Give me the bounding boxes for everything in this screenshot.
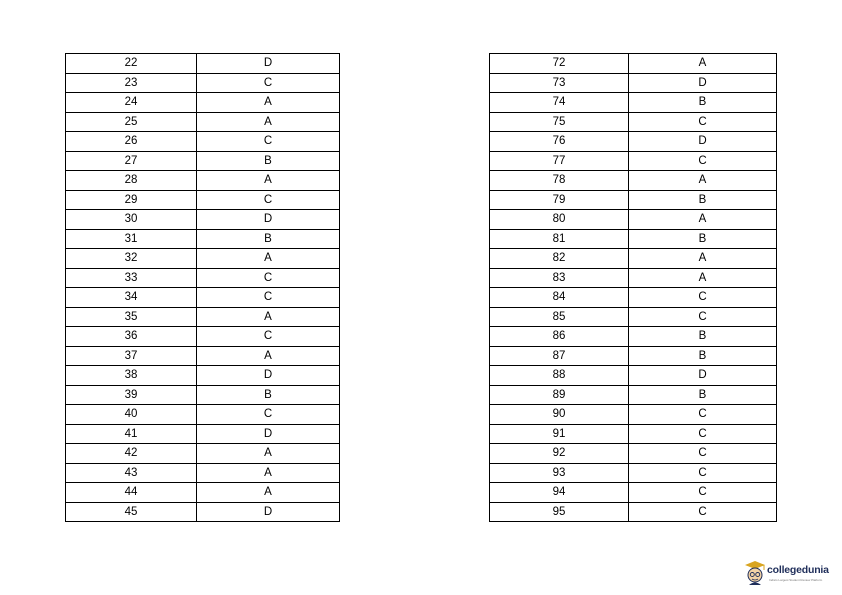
- question-number-cell: 95: [490, 502, 629, 522]
- table-row: [490, 405, 777, 425]
- answer-key-body-right: [490, 54, 777, 522]
- answer-cell: D: [197, 54, 340, 74]
- logo-tagline: India's Largest Student Review Platform: [769, 578, 823, 582]
- answer-cell: A: [629, 268, 777, 288]
- answer-cell: C: [629, 151, 777, 171]
- answer-cell: A: [629, 210, 777, 230]
- question-number-cell: 78: [490, 171, 629, 191]
- answer-cell: C: [629, 502, 777, 522]
- table-row: [66, 210, 340, 230]
- answer-cell: B: [197, 229, 340, 249]
- question-number-cell: 73: [490, 73, 629, 93]
- table-row: [66, 190, 340, 210]
- question-number-cell: 22: [66, 54, 197, 74]
- question-number-cell: 72: [490, 54, 629, 74]
- collegedunia-logo: [744, 560, 838, 590]
- answer-cell: C: [629, 112, 777, 132]
- table-row: [66, 502, 340, 522]
- answer-cell: A: [197, 93, 340, 113]
- table-row: [66, 307, 340, 327]
- table-row: [490, 229, 777, 249]
- answer-cell: C: [197, 132, 340, 152]
- question-number-cell: 83: [490, 268, 629, 288]
- answer-cell: C: [197, 73, 340, 93]
- question-number-cell: 26: [66, 132, 197, 152]
- table-row: [490, 366, 777, 386]
- question-number-cell: 79: [490, 190, 629, 210]
- answer-cell: A: [629, 171, 777, 191]
- table-row: [490, 385, 777, 405]
- table-row: [66, 93, 340, 113]
- table-row: [66, 346, 340, 366]
- question-number-cell: 93: [490, 463, 629, 483]
- answer-cell: C: [629, 424, 777, 444]
- question-number-cell: 28: [66, 171, 197, 191]
- answer-cell: B: [629, 93, 777, 113]
- table-row: [66, 385, 340, 405]
- answer-cell: B: [629, 385, 777, 405]
- question-number-cell: 32: [66, 249, 197, 269]
- question-number-cell: 84: [490, 288, 629, 308]
- answer-cell: A: [197, 249, 340, 269]
- answer-cell: B: [197, 385, 340, 405]
- table-row: [490, 424, 777, 444]
- answer-cell: A: [197, 346, 340, 366]
- answer-cell: D: [197, 366, 340, 386]
- answer-cell: C: [197, 327, 340, 347]
- table-row: [490, 444, 777, 464]
- answer-cell: B: [197, 151, 340, 171]
- question-number-cell: 77: [490, 151, 629, 171]
- table-row: [490, 210, 777, 230]
- question-number-cell: 37: [66, 346, 197, 366]
- question-number-cell: 88: [490, 366, 629, 386]
- table-row: [490, 249, 777, 269]
- table-row: [66, 268, 340, 288]
- question-number-cell: 43: [66, 463, 197, 483]
- question-number-cell: 86: [490, 327, 629, 347]
- answer-cell: C: [629, 288, 777, 308]
- question-number-cell: 34: [66, 288, 197, 308]
- answer-cell: A: [629, 249, 777, 269]
- table-row: [490, 307, 777, 327]
- answer-key-body-left: [66, 54, 340, 522]
- table-row: [490, 483, 777, 503]
- answer-cell: C: [197, 268, 340, 288]
- answer-cell: A: [197, 444, 340, 464]
- table-row: [66, 366, 340, 386]
- question-number-cell: 80: [490, 210, 629, 230]
- question-number-cell: 45: [66, 502, 197, 522]
- table-row: [66, 112, 340, 132]
- answer-key-table-left: [65, 53, 340, 522]
- logo-text: collegedunia: [767, 564, 829, 576]
- question-number-cell: 74: [490, 93, 629, 113]
- answer-cell: C: [629, 444, 777, 464]
- question-number-cell: 85: [490, 307, 629, 327]
- question-number-cell: 91: [490, 424, 629, 444]
- answer-cell: B: [629, 327, 777, 347]
- question-number-cell: 29: [66, 190, 197, 210]
- answer-cell: D: [629, 366, 777, 386]
- question-number-cell: 27: [66, 151, 197, 171]
- question-number-cell: 87: [490, 346, 629, 366]
- answer-cell: A: [197, 171, 340, 191]
- table-row: [490, 171, 777, 191]
- table-row: [66, 424, 340, 444]
- answer-cell: D: [629, 73, 777, 93]
- answer-cell: C: [197, 405, 340, 425]
- table-row: [66, 171, 340, 191]
- answer-cell: A: [197, 307, 340, 327]
- table-row: [490, 132, 777, 152]
- table-row: [490, 463, 777, 483]
- answer-cell: D: [197, 210, 340, 230]
- table-row: [66, 463, 340, 483]
- question-number-cell: 25: [66, 112, 197, 132]
- answer-cell: C: [197, 190, 340, 210]
- table-row: [66, 405, 340, 425]
- question-number-cell: 35: [66, 307, 197, 327]
- table-row: [490, 346, 777, 366]
- table-row: [66, 483, 340, 503]
- question-number-cell: 82: [490, 249, 629, 269]
- answer-cell: B: [629, 190, 777, 210]
- table-row: [66, 151, 340, 171]
- table-row: [490, 327, 777, 347]
- table-row: [490, 268, 777, 288]
- question-number-cell: 89: [490, 385, 629, 405]
- answer-cell: A: [197, 463, 340, 483]
- table-row: [66, 132, 340, 152]
- table-row: [490, 54, 777, 74]
- table-row: [66, 249, 340, 269]
- answer-cell: B: [629, 229, 777, 249]
- answer-cell: A: [197, 112, 340, 132]
- table-row: [490, 112, 777, 132]
- question-number-cell: 23: [66, 73, 197, 93]
- question-number-cell: 36: [66, 327, 197, 347]
- answer-cell: D: [629, 132, 777, 152]
- answer-cell: A: [197, 483, 340, 503]
- answer-cell: B: [629, 346, 777, 366]
- table-row: [66, 73, 340, 93]
- question-number-cell: 44: [66, 483, 197, 503]
- answer-cell: C: [629, 405, 777, 425]
- table-row: [66, 288, 340, 308]
- question-number-cell: 39: [66, 385, 197, 405]
- answer-cell: D: [197, 424, 340, 444]
- table-row: [490, 73, 777, 93]
- question-number-cell: 38: [66, 366, 197, 386]
- table-row: [490, 93, 777, 113]
- answer-cell: C: [629, 483, 777, 503]
- table-row: [490, 502, 777, 522]
- table-row: [66, 54, 340, 74]
- question-number-cell: 94: [490, 483, 629, 503]
- answer-cell: A: [629, 54, 777, 74]
- answer-cell: D: [197, 502, 340, 522]
- question-number-cell: 40: [66, 405, 197, 425]
- question-number-cell: 76: [490, 132, 629, 152]
- table-row: [66, 327, 340, 347]
- question-number-cell: 24: [66, 93, 197, 113]
- question-number-cell: 42: [66, 444, 197, 464]
- answer-key-table-right: [489, 53, 777, 522]
- question-number-cell: 30: [66, 210, 197, 230]
- question-number-cell: 90: [490, 405, 629, 425]
- question-number-cell: 31: [66, 229, 197, 249]
- question-number-cell: 81: [490, 229, 629, 249]
- table-row: [490, 190, 777, 210]
- question-number-cell: 92: [490, 444, 629, 464]
- table-row: [66, 444, 340, 464]
- table-row: [490, 288, 777, 308]
- answer-cell: C: [629, 307, 777, 327]
- answer-cell: C: [629, 463, 777, 483]
- question-number-cell: 33: [66, 268, 197, 288]
- question-number-cell: 75: [490, 112, 629, 132]
- question-number-cell: 41: [66, 424, 197, 444]
- mascot-icon: [744, 560, 766, 586]
- table-row: [66, 229, 340, 249]
- answer-cell: C: [197, 288, 340, 308]
- table-row: [490, 151, 777, 171]
